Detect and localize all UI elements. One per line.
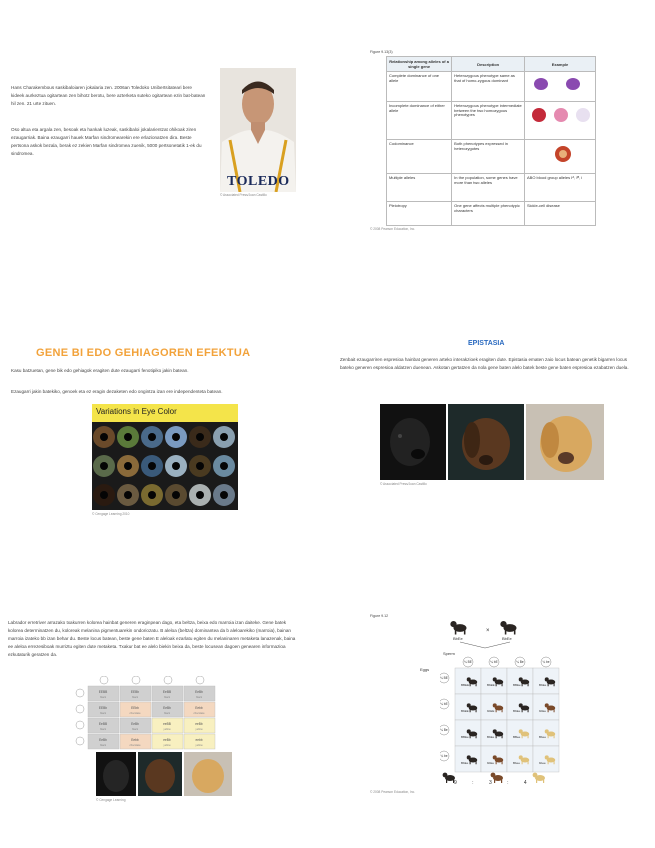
eye-pupil: [100, 462, 108, 470]
figure-label: Figure 9.12: [370, 614, 389, 618]
offspring-genotype: BbEe: [513, 709, 521, 713]
epistasis-paragraph: Zenbait ezaugarriren espresioa hainbat generen arteko interakzioek eragiten dute. Epistasia ematen zaio locus batean genetik bigarren locus bateko generen espresioa aldatzen duenean. Askotan gertatzen da nola gene baten alelo batek beste gene baten espresioa ezabatzen duela.: [340, 357, 629, 370]
cell-desc: In the population, some genes have more than two alleles: [452, 174, 525, 202]
cell-rel: Pleiotropy: [387, 202, 452, 226]
eye-pupil: [100, 491, 108, 499]
figure-credit: © Cengage Learning: [96, 798, 126, 802]
player-photo: [220, 68, 296, 192]
cell-desc: Heterozygous phenotype same as that of homo-zygous dominant: [452, 72, 525, 102]
offspring-genotype: BbEe: [539, 683, 547, 687]
genotype-label: eeBb: [195, 722, 203, 726]
chocolate-lab-thumb: [138, 752, 182, 796]
phenotype-label: black: [131, 728, 139, 731]
black-lab-thumb: [96, 752, 136, 796]
dog-icon: [533, 773, 545, 783]
table-row: [387, 102, 596, 140]
slide-title: EPISTASIA: [468, 340, 505, 347]
genotype-label: eeBB: [163, 722, 171, 726]
offspring-genotype: BBEe: [461, 735, 469, 739]
genotype-label: EeBb: [163, 706, 171, 710]
eye-pupil: [172, 491, 180, 499]
gamete-circle: [196, 676, 204, 684]
cell-rel: Complete dominance of one allele: [387, 72, 452, 102]
phenotype-label: chocolate: [193, 712, 205, 715]
cell-desc: Both phenotypes expressed in heterozygotes: [452, 140, 525, 174]
gamete-label: ¼ bE: [440, 702, 448, 706]
genotype-label: Eebb: [195, 706, 203, 710]
eye-pupil: [148, 433, 156, 441]
offspring-genotype: bbEe: [487, 761, 495, 765]
eye-pupil: [148, 462, 156, 470]
second-paragraph: Ezaugarri jakin batekiko, genoek eta ez eragin dezaketen edo ongintza izan ere independenteta batean.: [11, 389, 223, 394]
parent1-genotype: BbEe: [453, 636, 463, 641]
phenotype-label: yellow: [195, 744, 203, 747]
copyright: © 2008 Pearson Education, Inc.: [370, 227, 416, 231]
eye-pupil: [220, 462, 228, 470]
labrador-paragraph: Labrador erretriver arrazako txakurren kolorea hainbat generen eraginpean dago, eta beltza, beixa edo marroia izan daiteke. Gene batek kolorea determinatzen du, koloreak melanina pigmentuarekin ondoriozatu. B aleloa (beltza) dominantea da b aleloarekiko (marroia), bainan marroia izateko bb izan behar du. Beste locus batean, beste gene baten E aleloak ezarlatu egiten du melaninaren metaketa lanazenak, baina ee aleloa errezesiboak murriztu egiten dute metaketa. Txakur bat ee alelo biekin beixa da, beste locusean dagoen genearen informazioa ezkutaturik geratzen da.: [8, 620, 296, 657]
eye-pupil: [220, 433, 228, 441]
eye-pupil: [124, 491, 132, 499]
chocolate-lab-photo: [448, 404, 524, 480]
phenotype-label: black: [99, 728, 107, 731]
offspring-genotype: Bbee: [539, 735, 547, 739]
eye-pupil: [124, 462, 132, 470]
gamete-label: ¼ bE: [490, 660, 498, 665]
phenotype-label: chocolate: [129, 744, 141, 747]
genotype-label: EeBB: [98, 722, 108, 726]
genotype-label: EeBb: [195, 690, 203, 694]
gamete-label: ¼ Be: [440, 728, 448, 732]
cell-rel: Multiple alleles: [387, 174, 452, 202]
jersey-text: TOLEDO: [227, 174, 290, 189]
genotype-label: EEBB: [98, 690, 108, 694]
phenotype-label: black: [99, 712, 107, 715]
offspring-genotype: BbEe: [487, 735, 495, 739]
header-relationship: Relationship among alleles of a single gene: [387, 57, 452, 72]
eye-pupil: [196, 433, 204, 441]
intro-paragraph: Hans Charakembous saskibaloiaren jokalaria zen. 2006an Toledoko Unibertsitateari bere kideek aurkeztua ogitartean zen bihotz berotu, bere azterketa suteko ogitartean ezin bat-batean hil zen. 21 urte zituen.: [11, 85, 206, 106]
eye-pupil: [196, 462, 204, 470]
phenotype-label: black: [99, 696, 107, 699]
gamete-label: ¼ be: [542, 660, 550, 665]
genotype-label: EeBb: [131, 722, 139, 726]
genotype-label: eebb: [195, 738, 203, 742]
yellow-lab-thumb: [184, 752, 232, 796]
cell-rel: Incomplete dominance of either allele: [387, 102, 452, 140]
copyright: © 2008 Pearson Education, Inc.: [370, 790, 416, 794]
genotype-label: eeBb: [163, 738, 171, 742]
phenotype-label: yellow: [163, 728, 171, 731]
gamete-label: ¼ BE: [464, 660, 472, 665]
offspring-genotype: BBee: [513, 735, 521, 739]
phenotype-label: yellow: [195, 728, 203, 731]
table-row: [387, 140, 596, 174]
phenotype-label: black: [163, 696, 171, 699]
gamete-circle: [76, 721, 84, 729]
eye-pupil: [220, 491, 228, 499]
table-row: [387, 72, 596, 102]
black-lab-photo: [380, 404, 446, 480]
phenotype-label: yellow: [163, 744, 171, 747]
genotype-label: Eebb: [131, 738, 139, 742]
eye-grid: [92, 422, 238, 510]
gamete-circle: [132, 676, 140, 684]
offspring-genotype: BBEe: [513, 683, 521, 687]
phenotype-label: black: [163, 712, 171, 715]
genotype-label: EEBb: [130, 690, 140, 694]
eye-pupil: [100, 433, 108, 441]
cell-example: Sickle-cell disease: [525, 202, 596, 226]
phenotype-ratio: 9 : 3 : 4: [454, 780, 527, 786]
phenotype-label: black: [131, 696, 139, 699]
photo-credit: © Associated Press/Juan Castillo: [380, 482, 427, 486]
gamete-circle: [76, 737, 84, 745]
cell-rel: Codominance: [387, 140, 452, 174]
eye-pupil: [172, 462, 180, 470]
banner-title: Variations in Eye Color: [96, 407, 177, 416]
eggs-label: Eggs: [420, 667, 430, 672]
eye-pupil: [172, 433, 180, 441]
slide-title: GENE BI EDO GEHIAGOREN EFEKTUA: [36, 347, 251, 359]
gamete-circle: [76, 689, 84, 697]
phenotype-label: black: [195, 696, 203, 699]
eye-pupil: [148, 491, 156, 499]
offspring-genotype: BbEE: [487, 683, 495, 687]
figure-label: Figure 9.13(3): [370, 50, 393, 54]
parent2-genotype: BbEe: [502, 636, 512, 641]
eye-pupil: [124, 433, 132, 441]
offspring-genotype: bbee: [539, 761, 546, 765]
offspring-genotype: BbEE: [461, 709, 469, 713]
gamete-label: ¼ be: [440, 754, 448, 758]
cross-symbol: ×: [486, 628, 490, 634]
cross-lines: [460, 642, 510, 648]
offspring-genotype: bbEe: [539, 709, 547, 713]
gamete-circle: [76, 705, 84, 713]
cell-example: ABO blood group alleles Iᴬ, Iᴮ, i: [525, 174, 596, 202]
header-example: Example: [525, 57, 596, 72]
gamete-label: ¼ Be: [516, 660, 524, 665]
cell-desc: Heterozygous phenotype intermediate between the two homozygous phenotypes: [452, 102, 525, 140]
sperm-label: Sperm: [443, 651, 455, 656]
offspring-genotype: bbEE: [487, 709, 495, 713]
genotype-label: EeBb: [99, 738, 107, 742]
offspring-genotype: BbEe: [461, 761, 469, 765]
cell-desc: One gene affects multiple phenotypic characters: [452, 202, 525, 226]
table-row: [387, 174, 596, 202]
cell-example: [525, 140, 596, 174]
figure-credit: © Cengage Learning 2010: [92, 512, 130, 516]
intro-paragraph: Kasu batzuetan, gene bik edo gehiagok eragiten dute ezaugarri fenotipiko jakin batean.: [11, 368, 189, 373]
dog-icon: [500, 621, 516, 635]
dog-icon: [450, 621, 466, 635]
dihybrid-cross-diagram: [440, 616, 580, 796]
yellow-lab-photo: [526, 404, 604, 480]
cell-example: [525, 72, 596, 102]
gene-relationship-table: [386, 56, 596, 226]
table-row: [387, 202, 596, 226]
phenotype-label: chocolate: [129, 712, 141, 715]
eye-color-banner: [92, 404, 238, 422]
header-description: Description: [452, 57, 525, 72]
genotype-label: EeBB: [162, 690, 172, 694]
phenotype-label: black: [99, 744, 107, 747]
genotype-grid: [74, 676, 234, 750]
offspring-genotype: Bbee: [513, 761, 521, 765]
genotype-label: EEbb: [131, 706, 139, 710]
photo-credit: © Associated Press/Juan Castillo: [220, 193, 267, 197]
gamete-circle: [100, 676, 108, 684]
gamete-circle: [164, 676, 172, 684]
gamete-label: ¼ BE: [440, 676, 448, 680]
cell-example: [525, 102, 596, 140]
marfan-paragraph: Oso altua eta argala zen, besoak eta hankak luzeak, saskibaloi jokalarientzat ohikoak ziren ezaugarriak. Baina ezaugarri hauek Marfan sindromearekin ere erlazionatzen dira. Beste pertsona askok bezala, berak ez zekien Marfan sindromea zuenik, 5000 pertsonetatik 1-ek du sindromea.: [11, 127, 202, 156]
eye-pupil: [196, 491, 204, 499]
offspring-genotype: BBEE: [461, 683, 470, 687]
genotype-label: EEBb: [98, 706, 108, 710]
